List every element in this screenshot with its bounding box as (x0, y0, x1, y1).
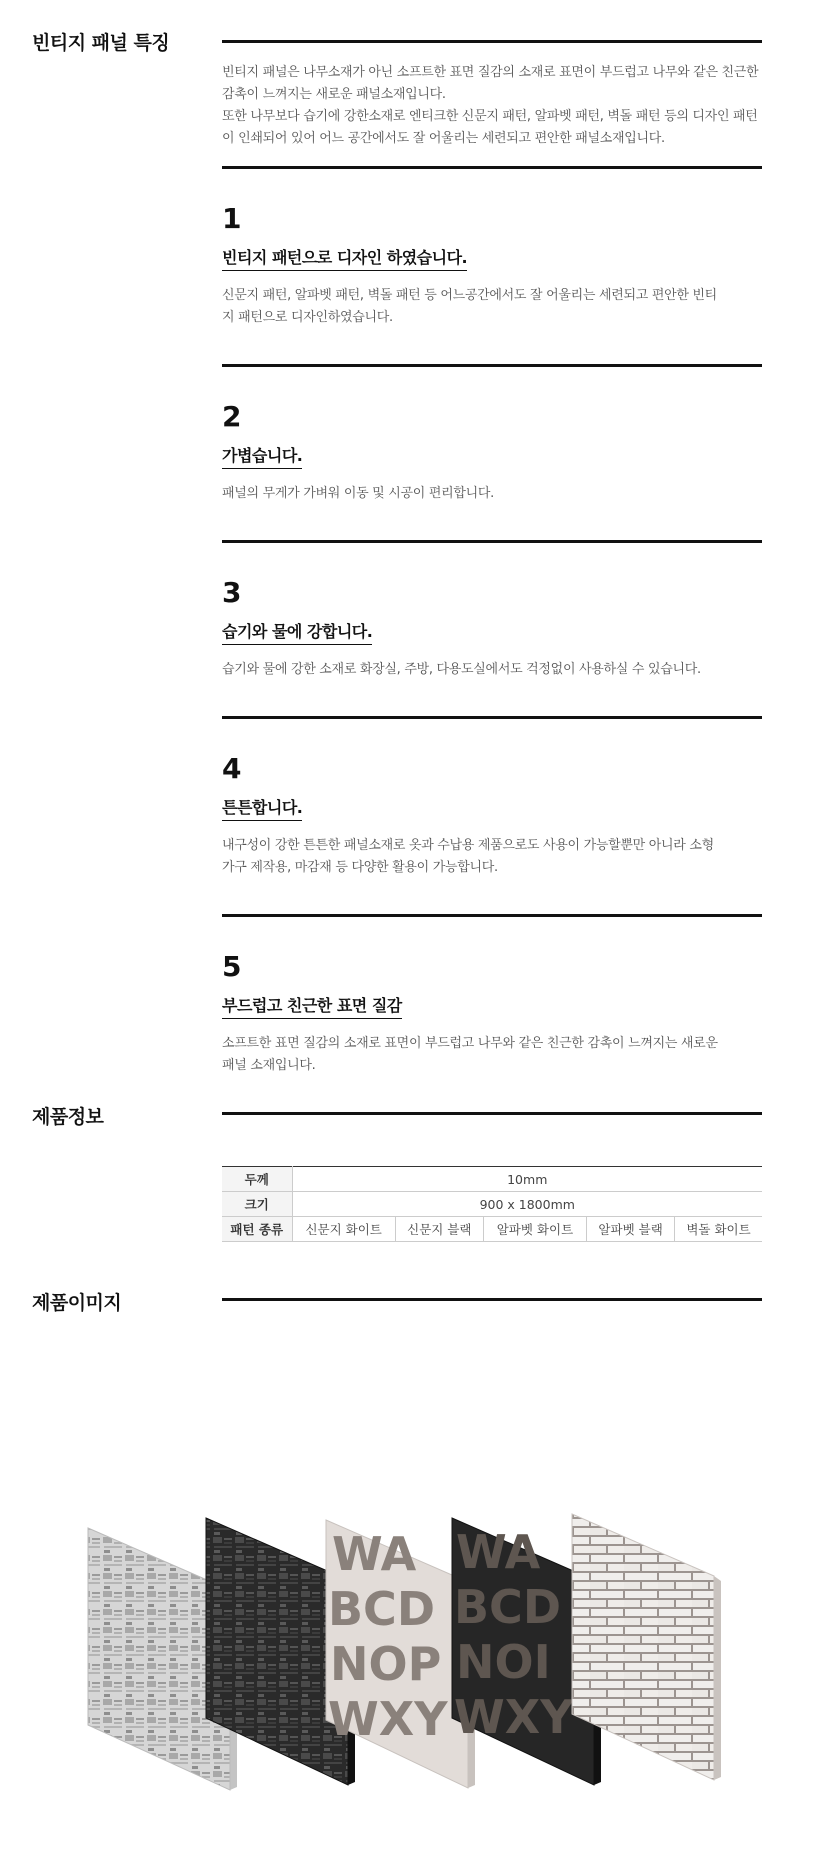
panel-letters: WA (456, 1525, 541, 1579)
intro-line: 빈티지 패널은 나무소재가 아닌 소프트한 표면 질감의 소재로 표면이 부드럽고 나무와 같은 친근한 (222, 65, 759, 80)
panel-letters: NOI (456, 1635, 551, 1689)
feature-number: 3 (222, 576, 242, 609)
feature-desc (222, 285, 722, 329)
table-row (222, 1192, 762, 1217)
panel-letters: WXY (328, 1692, 448, 1746)
spec-pattern-cell: 알파벳 블랙 (587, 1217, 675, 1242)
panel-letters: BCD (454, 1580, 562, 1634)
features-section-title: 빈티지 패널 특징 (32, 32, 170, 54)
feature-number: 4 (222, 752, 242, 785)
feature-desc-line: 가구 제작용, 마감재 등 다양한 활용이 가능합니다. (222, 860, 498, 875)
panel-letters: BCD (328, 1582, 436, 1636)
image-section-title: 제품이미지 (32, 1292, 122, 1314)
spec-label-size: 크기 (222, 1192, 292, 1217)
panel-letters: WXY (454, 1690, 574, 1744)
feature-desc-line: 습기와 물에 강한 소재로 화장실, 주방, 다용도실에서도 걱정없이 사용하실 수 있습니다. (222, 662, 701, 677)
panel-letters: NOP (330, 1637, 442, 1691)
feature-desc (222, 835, 722, 879)
feature-rule (222, 914, 762, 917)
feature-desc-line: 패널의 무게가 가벼워 이동 및 시공이 편리합니다. (222, 486, 494, 501)
feature-desc (222, 483, 722, 505)
spec-pattern-cell: 알파벳 화이트 (483, 1217, 586, 1242)
feature-number: 1 (222, 202, 242, 235)
spec-pattern-cell: 신문지 블랙 (395, 1217, 483, 1242)
feature-title: 부드럽고 친근한 표면 질감 (222, 996, 402, 1019)
feature-title: 튼튼합니다. (222, 798, 302, 821)
section-rule (222, 166, 762, 169)
spec-pattern-cell: 벽돌 화이트 (675, 1217, 762, 1242)
section-rule (222, 1112, 762, 1115)
spec-table (222, 1166, 762, 1242)
spec-label-thickness: 두께 (222, 1167, 292, 1192)
feature-desc-line: 소프트한 표면 질감의 소재로 표면이 부드럽고 나무와 같은 친근한 감촉이 느껴지는 새로운 (222, 1036, 718, 1051)
feature-desc-line: 패널 소재입니다. (222, 1058, 316, 1073)
intro-line: 또한 나무보다 습기에 강한소재로 엔티크한 신문지 패턴, 알파벳 패턴, 벽돌 패턴 등의 디자인 패턴 (222, 109, 758, 124)
spec-value-size: 900 x 1800mm (292, 1192, 762, 1217)
feature-desc-line: 지 패턴으로 디자인하였습니다. (222, 310, 393, 325)
spec-pattern-cell: 신문지 화이트 (292, 1217, 395, 1242)
section-rule (222, 40, 762, 43)
feature-title: 습기와 물에 강합니다. (222, 622, 372, 645)
feature-rule (222, 540, 762, 543)
table-row (222, 1217, 762, 1242)
feature-number: 5 (222, 950, 242, 983)
feature-number: 2 (222, 400, 242, 433)
feature-desc (222, 659, 722, 681)
feature-desc-line: 내구성이 강한 튼튼한 패널소재로 옷과 수납용 제품으로도 사용이 가능할뿐만 아니라 소형 (222, 838, 714, 853)
feature-desc-line: 신문지 패턴, 알파벳 패턴, 벽돌 패턴 등 어느공간에서도 잘 어울리는 세련되고 편안한 빈티 (222, 288, 717, 303)
feature-title: 빈티지 패턴으로 디자인 하였습니다. (222, 248, 467, 271)
feature-rule (222, 716, 762, 719)
section-rule (222, 1298, 762, 1301)
panel-letters: WA (332, 1527, 417, 1581)
feature-desc (222, 1033, 722, 1077)
feature-title: 가볍습니다. (222, 446, 302, 469)
table-row (222, 1167, 762, 1192)
feature-rule (222, 364, 762, 367)
intro-line: 이 인쇄되어 있어 어느 공간에서도 잘 어울리는 세련되고 편안한 패널소재입니다. (222, 131, 665, 146)
spec-label-patterns: 패턴 종류 (222, 1217, 292, 1242)
features-intro (222, 62, 762, 150)
spec-value-thickness: 10mm (292, 1167, 762, 1192)
spec-section-title: 제품정보 (32, 1106, 104, 1128)
product-panels-image (80, 1500, 730, 1800)
intro-line: 감촉이 느껴지는 새로운 패널소재입니다. (222, 87, 446, 102)
